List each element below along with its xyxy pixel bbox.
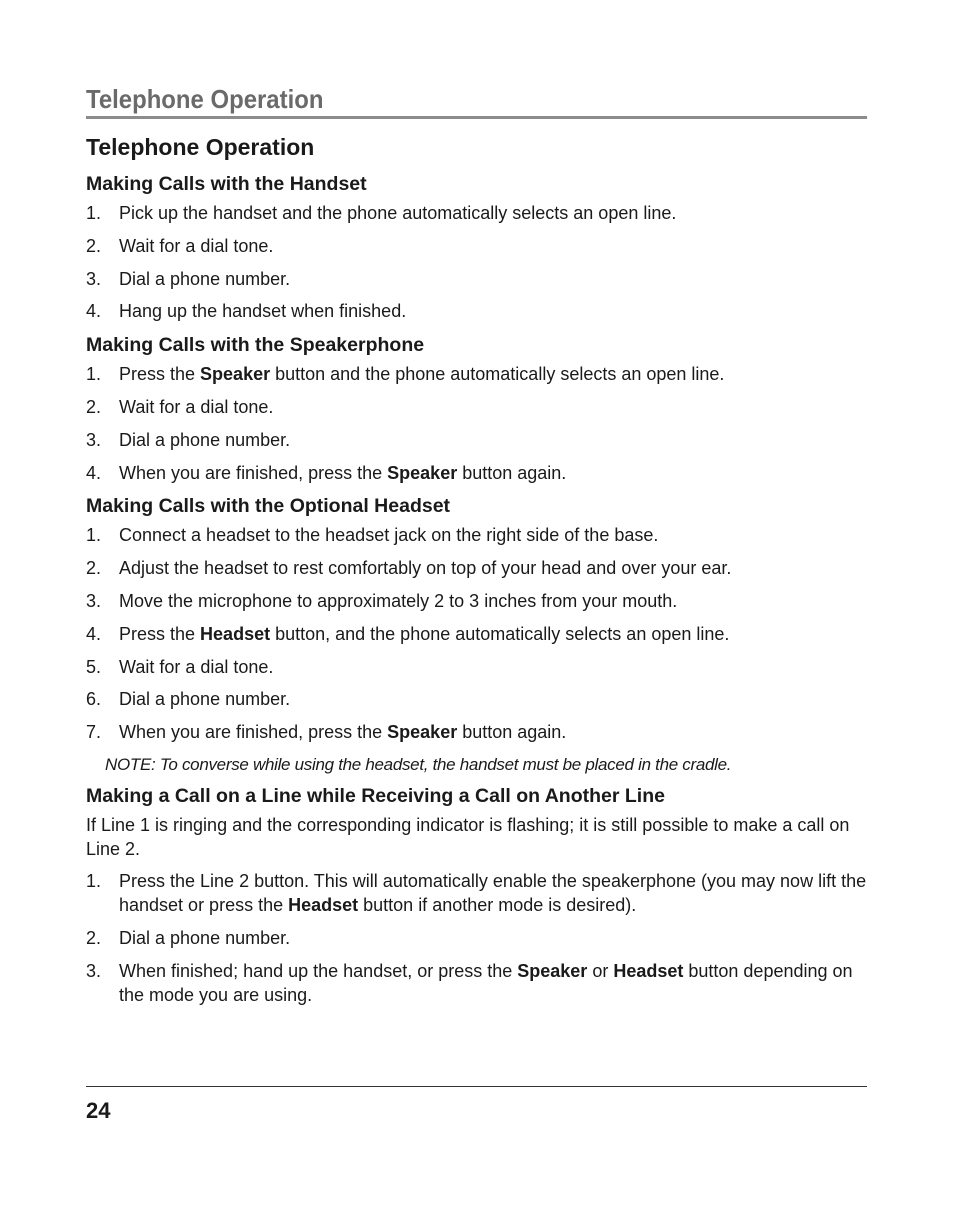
list-item: 4. Hang up the handset when finished.	[86, 301, 407, 322]
headset-button-label: Headset	[288, 894, 359, 915]
speaker-button-label: Speaker	[387, 462, 458, 483]
headset-button-label: Headset	[200, 623, 271, 644]
headset-steps	[86, 523, 867, 744]
list-item: 2. Adjust the headset to rest comfortably on top of your head and over your ear.	[86, 558, 732, 579]
list-item: 7. When you are finished, press the Speaker button again.	[86, 722, 567, 743]
list-item: 1. Press the Line 2 button. This will automatically enable the speakerphone (you may now lift the handset or press the Headset button if another mode is desired).	[86, 870, 867, 915]
speakerphone-heading: Making Calls with the Speakerphone	[86, 334, 425, 357]
list-item: 3. Dial a phone number.	[86, 268, 291, 289]
speakerphone-steps	[86, 362, 867, 484]
section-title: Telephone Operation	[86, 134, 315, 160]
handset-steps	[86, 201, 867, 323]
headset-note: NOTE: To converse while using the headset, the handset must be placed in the cradle.	[105, 754, 732, 774]
page-number: 24	[86, 1098, 111, 1123]
list-item: 1. Connect a headset to the headset jack on the right side of the base.	[86, 525, 659, 546]
speaker-button-label: Speaker	[387, 722, 458, 743]
headset-heading: Making Calls with the Optional Headset	[86, 495, 451, 518]
list-item: 4. Press the Headset button, and the phone automatically selects an open line.	[86, 623, 730, 644]
list-item: 1. Pick up the handset and the phone automatically selects an open line.	[86, 203, 677, 223]
another-line-heading: Making a Call on a Line while Receiving a Call on Another Line	[86, 784, 665, 807]
speaker-button-label: Speaker	[517, 960, 588, 981]
list-item: 1. Press the Speaker button and the phone automatically selects an open line.	[86, 364, 725, 385]
list-item: 4. When you are finished, press the Speaker button again.	[86, 462, 567, 483]
list-item: 3. Move the microphone to approximately 2 to 3 inches from your mouth.	[86, 590, 678, 611]
another-line-intro: If Line 1 is ringing and the corresponding indicator is flashing; it is still possible to make a call on Line 2.	[86, 814, 850, 859]
manual-page	[86, 82, 867, 1015]
list-item: 3. Dial a phone number.	[86, 429, 291, 450]
another-line-steps	[86, 869, 867, 1007]
list-item: 5. Wait for a dial tone.	[86, 656, 274, 677]
running-header: Telephone Operation	[86, 82, 867, 119]
list-item: 2. Wait for a dial tone.	[86, 396, 274, 417]
headset-button-label: Headset	[613, 960, 684, 981]
list-item: 2. Dial a phone number.	[86, 927, 291, 948]
list-item: 2. Wait for a dial tone.	[86, 235, 274, 256]
footer-divider	[86, 1086, 867, 1087]
list-item: 3. When finished; hand up the handset, or press the Speaker or Headset button depending on the mode you are using.	[86, 960, 853, 1005]
list-item: 6. Dial a phone number.	[86, 689, 291, 710]
speaker-button-label: Speaker	[200, 364, 271, 385]
handset-heading: Making Calls with the Handset	[86, 173, 367, 195]
